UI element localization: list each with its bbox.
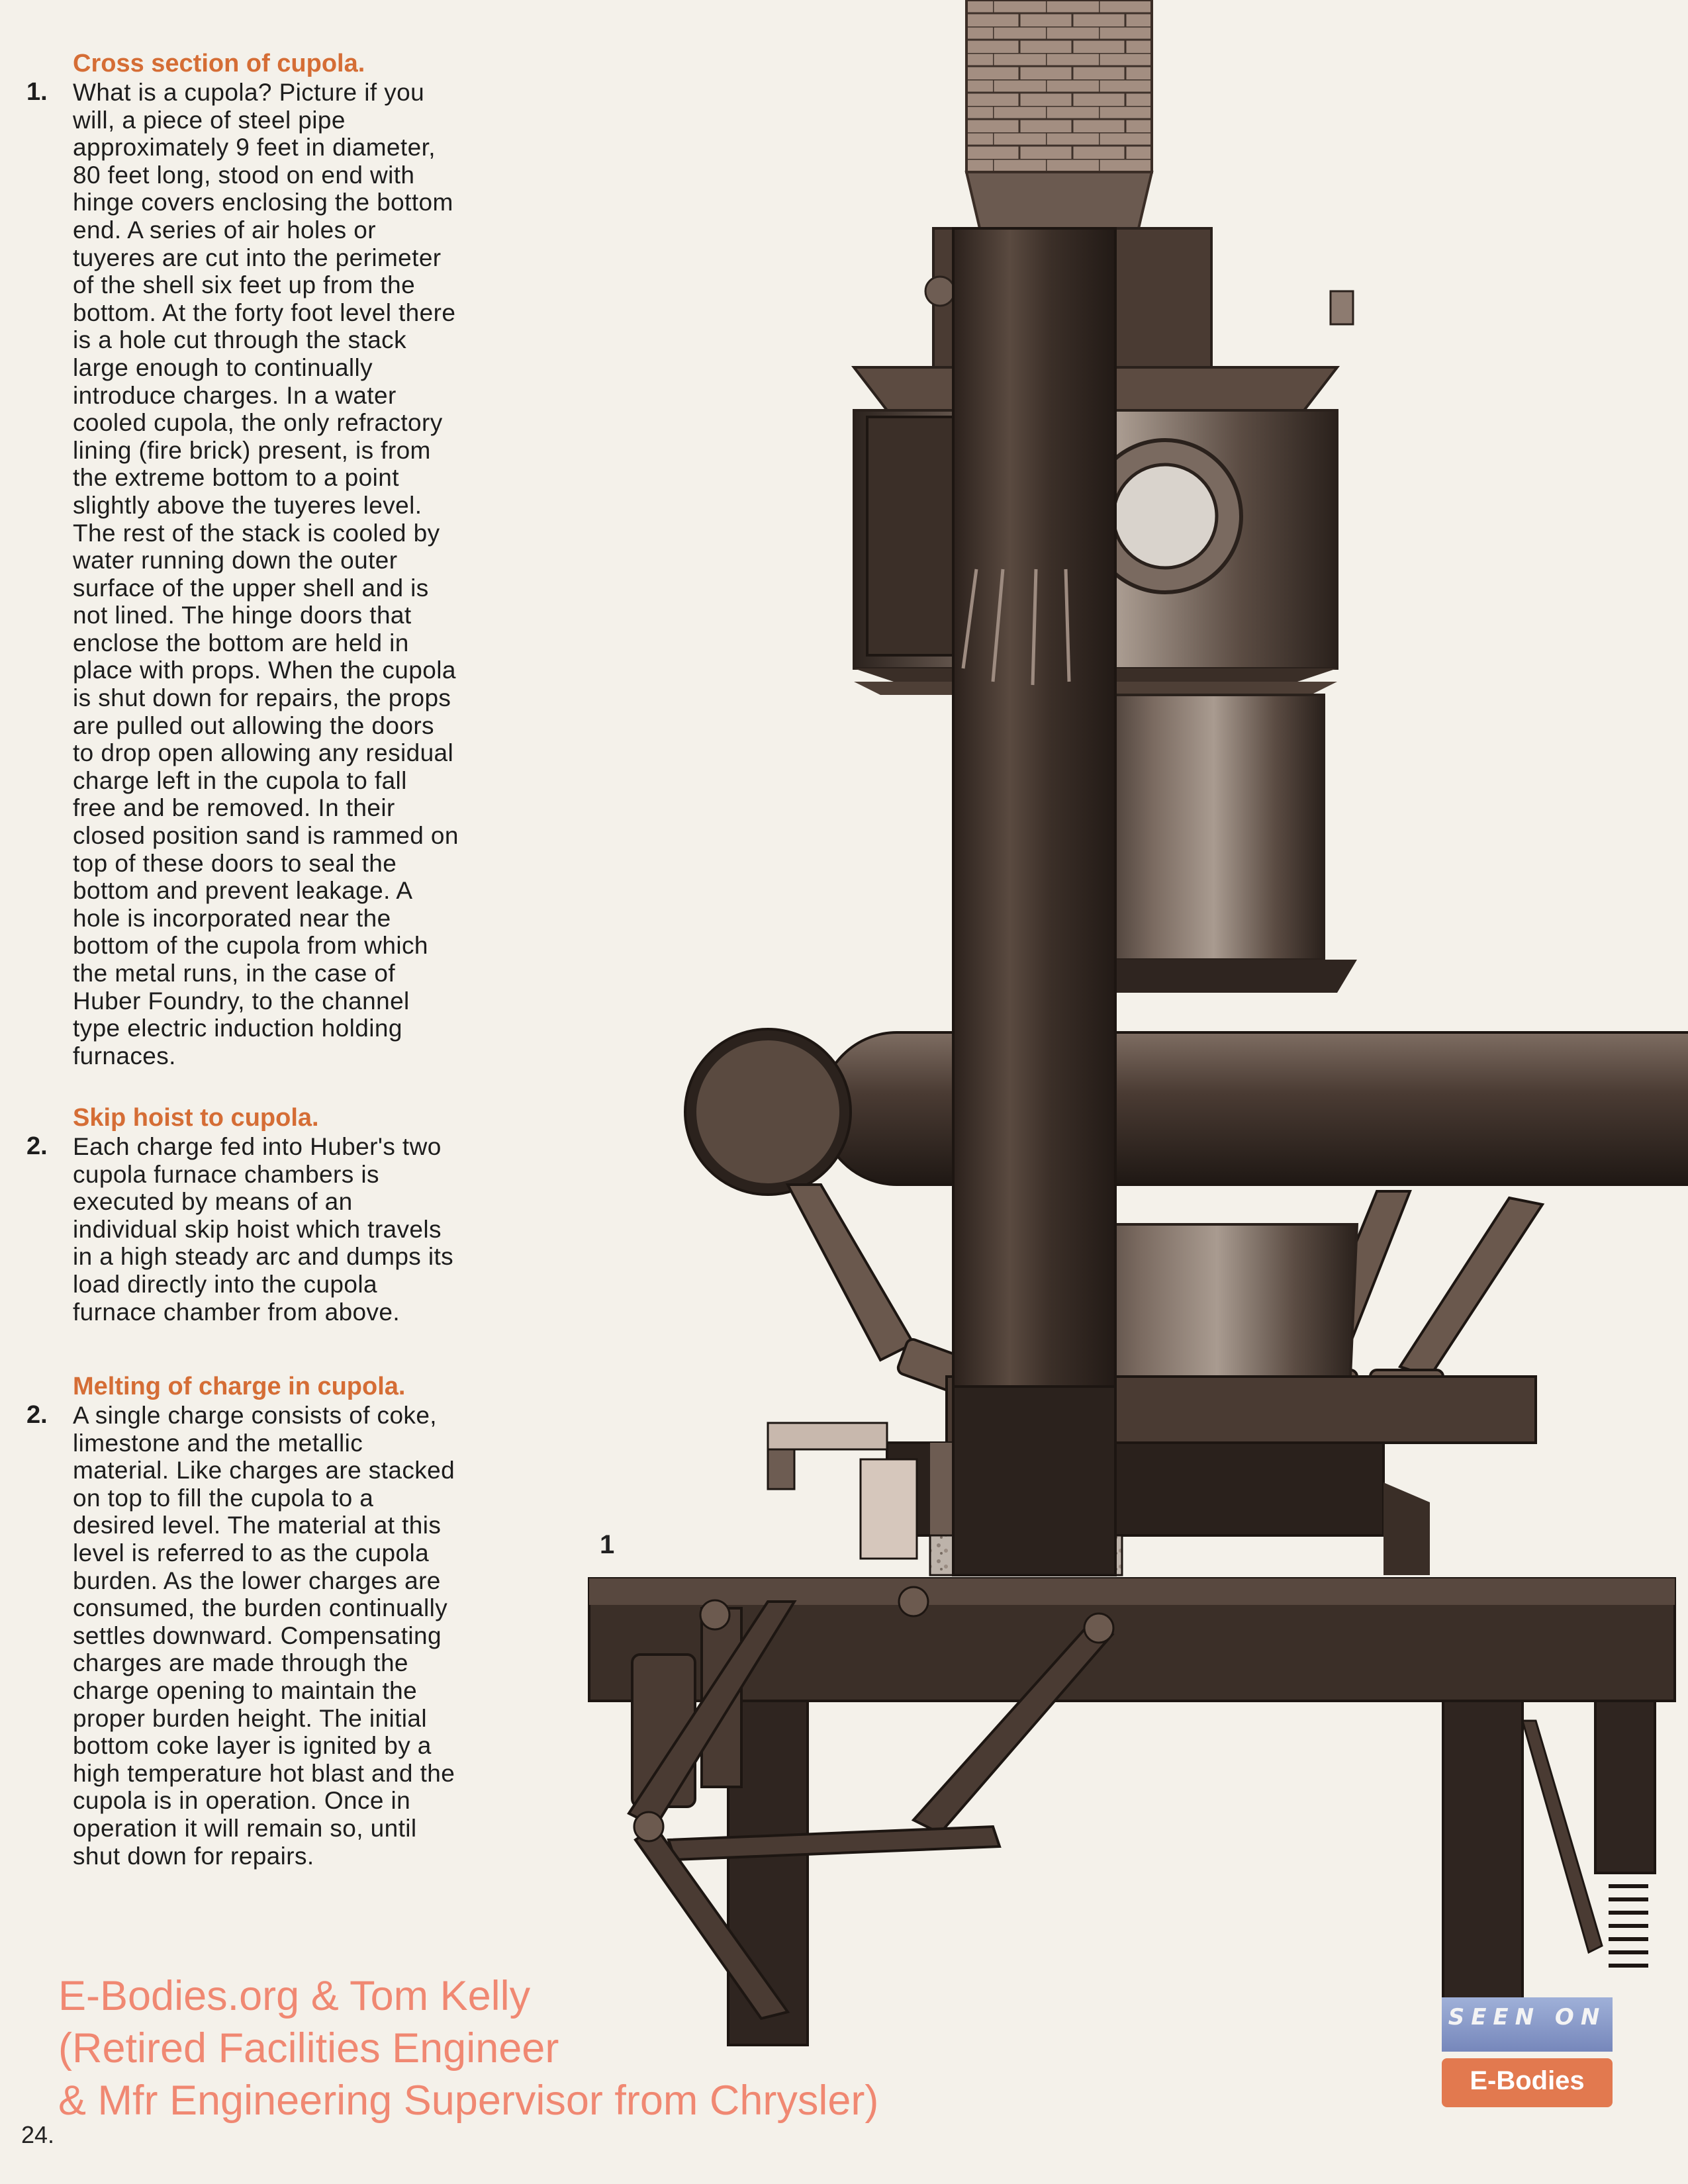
figure-label: 1	[600, 1530, 615, 1559]
section-melting	[26, 1373, 569, 1870]
item-number: 2.	[26, 1132, 48, 1160]
item-number: 2.	[26, 1401, 48, 1429]
badge-top	[1442, 1997, 1613, 2052]
item-number: 1.	[26, 78, 48, 106]
badge-top-text: SEEN ON	[1448, 2004, 1607, 2030]
section-cross-section	[26, 50, 569, 1069]
seen-on-badge	[1442, 1997, 1613, 2107]
credit-watermark	[58, 1970, 878, 2127]
credit-line: (Retired Facilities Engineer	[58, 2025, 559, 2071]
section-heading: Melting of charge in cupola.	[73, 1373, 406, 1400]
cupola-illustration	[569, 0, 1688, 2184]
section-body: A single charge consists of coke, limestone and the metallic material. Like charges are stacked on top to fill the cupola to a desired level. The material at this level is referred to as the cupola burden. As the lower charges are consumed, the burden continually settles downward. Compensating charges are made through the charge opening to maintain the proper burden height. The initial bottom coke layer is ignited by a high temperature hot blast and the cupola is in operation. Once in operation it will remain so, until shut down for repairs.	[73, 1402, 455, 1870]
badge-bottom-text: E-Bodies	[1470, 2066, 1585, 2095]
section-item	[26, 1133, 569, 1326]
section-skip-hoist	[26, 1104, 569, 1326]
badge-bottom	[1442, 2058, 1613, 2107]
section-heading: Cross section of cupola.	[73, 50, 365, 77]
section-heading: Skip hoist to cupola.	[73, 1104, 319, 1132]
section-item	[26, 79, 569, 1069]
page-number: 24.	[21, 2121, 55, 2148]
credit-line: & Mfr Engineering Supervisor from Chrysler)	[58, 2077, 879, 2124]
section-body: Each charge fed into Huber's two cupola furnace chambers is executed by means of an individual skip hoist which travels in a high steady arc and dumps its load directly into the cupola furnace chamber from above.	[73, 1133, 454, 1326]
credit-line: E-Bodies.org & Tom Kelly	[58, 1973, 531, 2019]
section-body: What is a cupola? Picture if you will, a piece of steel pipe approximately 9 feet in diameter, 80 feet long, stood on end with hinge covers enclosing the bottom end. A series of air holes or tuyeres are cut into the perimeter of the shell six feet up from the bottom. At the forty foot level there is a hole cut through the stack large enough to continually introduce charges. In a water cooled cupola, the only refractory lining (fire brick) present, is from the extreme bottom to a point slightly above the tuyeres level. The rest of the stack is cooled by water running down the outer surface of the upper shell and is not lined. The hinge doors that enclose the bottom are held in place with props. When the cupola is shut down for repairs, the props are pulled out allowing the doors to drop open allowing any residual charge left in the cupola to fall free and be removed. In their closed position sand is rammed on top of these doors to seal the bottom and prevent leakage. A hole is incorporated near the bottom of the cupola from which the metal runs, in the case of Huber Foundry, to the channel type electric induction holding furnaces.	[73, 79, 459, 1069]
section-item	[26, 1402, 569, 1870]
